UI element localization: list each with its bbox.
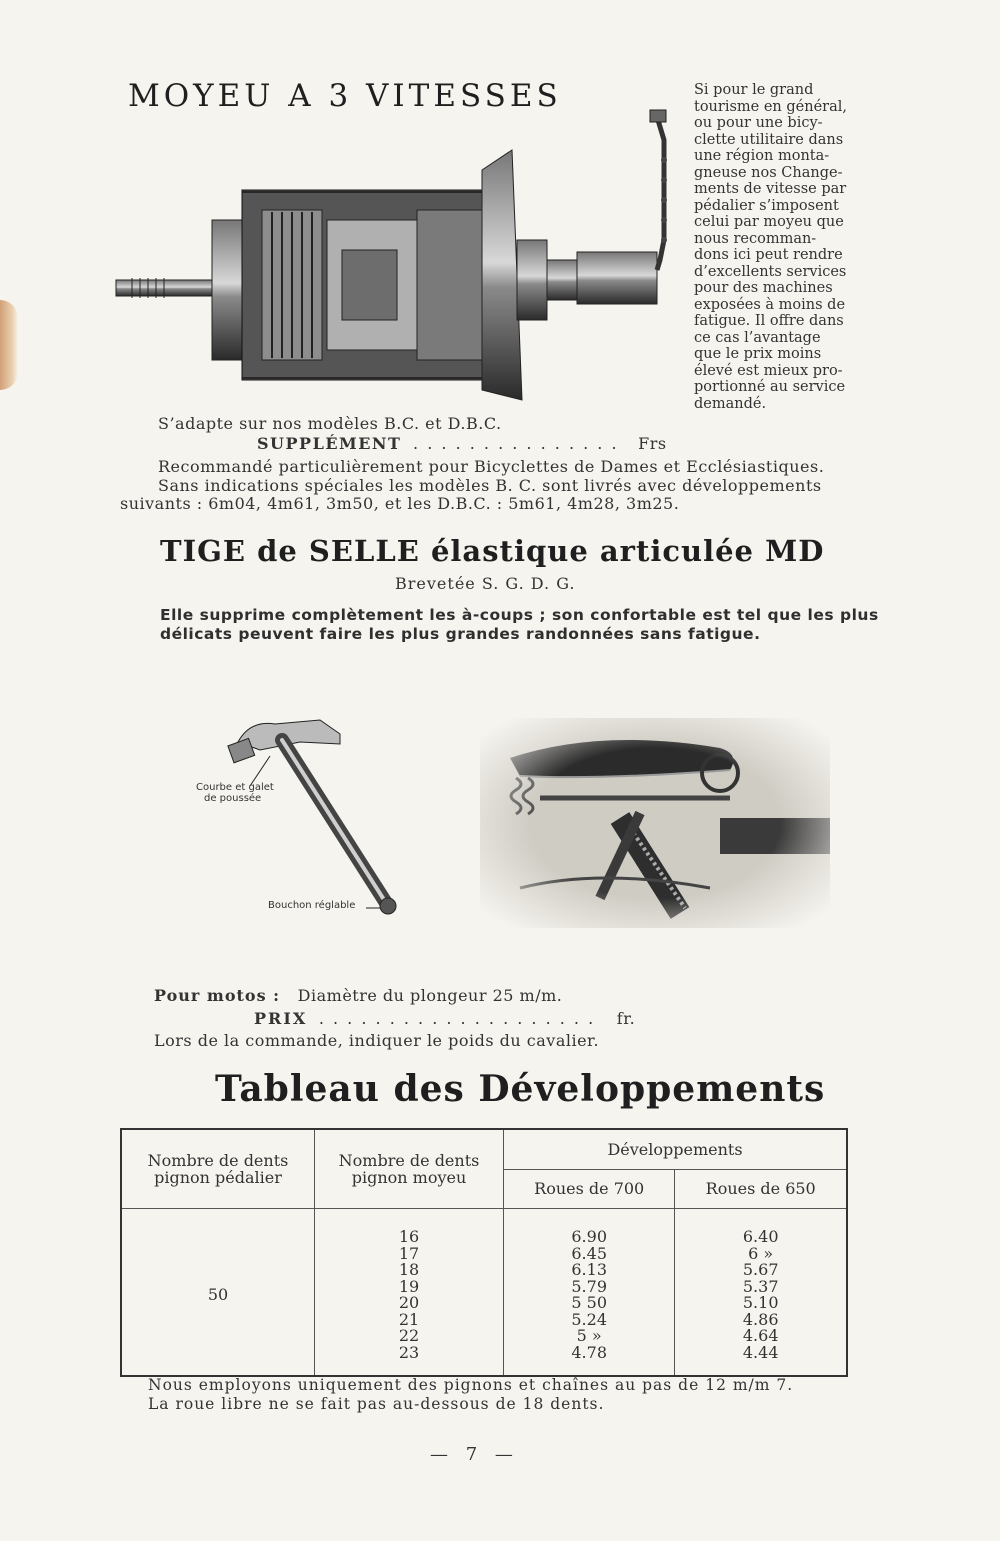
moyeu-value: 19: [398, 1276, 420, 1296]
desc-line: Elle supprime complètement les à-coups ; son confortable est tel que les plus: [160, 606, 879, 624]
side-line: celui par moyeu que: [694, 214, 844, 230]
table-header-row: [121, 1129, 847, 1169]
supplement-label: SUPPLÉMENT: [257, 434, 402, 453]
price-line: [254, 1009, 635, 1028]
motos-text: Diamètre du plongeur 25 m/m.: [297, 986, 563, 1005]
hub-dev-line1: Sans indications spéciales les modèles B. C. sont livrés avec développements: [158, 476, 822, 495]
seatpost-patent: Brevetée S. G. D. G.: [395, 574, 576, 593]
side-line: ments de vitesse par: [694, 181, 847, 197]
price-label: PRIX: [254, 1009, 308, 1028]
side-line: clette utilitaire dans: [694, 131, 844, 148]
side-line: gneuse nos Change-: [694, 164, 843, 181]
moyeu-value: 20: [398, 1293, 420, 1312]
side-line: une région monta-: [694, 148, 830, 164]
side-line: Si pour le grand: [694, 82, 814, 98]
roues650-cell: [675, 1209, 847, 1377]
side-line: que le prix moins: [694, 346, 822, 362]
moyeu-value: 18: [398, 1260, 420, 1279]
table-title: Tableau des Développements: [215, 1068, 826, 1110]
hub-side-text: [694, 82, 860, 412]
roues700-value: 6.90: [571, 1227, 607, 1246]
col-700-header: Roues de 700: [504, 1169, 675, 1209]
caption-cam-line: de poussée: [204, 793, 262, 804]
side-line: tourisme en général,: [694, 98, 847, 115]
footer-note: La roue libre ne se fait pas au-dessous de 18 dents.: [148, 1395, 605, 1413]
col-650-header: Roues de 650: [675, 1169, 847, 1209]
moyeu-value: 17: [398, 1243, 420, 1263]
moyeu-value: 22: [398, 1326, 420, 1345]
page-number: — 7 —: [430, 1444, 519, 1465]
moyeu-value: 21: [398, 1309, 420, 1329]
roues700-value: 4.78: [571, 1342, 607, 1362]
side-line: nous recomman-: [694, 230, 817, 247]
roues700-value: 6.45: [571, 1243, 607, 1263]
motos-label: Pour motos :: [154, 986, 281, 1005]
seatpost-title: TIGE de SELLE élastique articulée MD: [160, 534, 825, 568]
col-pedalier-header: Nombre de dents pignon pédalier: [121, 1129, 315, 1209]
roues650-value: 5.10: [742, 1293, 779, 1312]
page-edge-stain: [0, 300, 18, 390]
order-note: Lors de la commande, indiquer le poids du cavalier.: [154, 1031, 600, 1050]
footer-note: Nous employons uniquement des pignons et chaînes au pas de 12 m/m 7.: [148, 1376, 794, 1394]
roues700-value: 5 »: [576, 1326, 602, 1345]
table-row: [121, 1209, 847, 1377]
caption-cam-line: Courbe et galet: [196, 782, 274, 793]
seatpost-description: [160, 606, 879, 644]
side-line: portionné au service: [694, 379, 846, 395]
desc-line: délicats peuvent faire les plus grandes randonnées sans fatigue.: [160, 625, 761, 643]
moyeu-value: 16: [398, 1227, 420, 1246]
hub-supplement: [257, 434, 667, 453]
side-line: ce cas l’avantage: [694, 329, 821, 346]
development-table: [120, 1128, 848, 1377]
side-line: demandé.: [694, 395, 767, 412]
side-line: pour des machines: [694, 280, 833, 296]
roues650-value: 6.40: [742, 1227, 779, 1246]
supplement-dots: . . . . . . . . . . . . . . .: [413, 434, 619, 453]
side-line: élevé est mieux pro-: [694, 362, 843, 379]
roues700-value: 6.13: [571, 1260, 607, 1279]
price-dots: . . . . . . . . . . . . . . . . . . . .: [318, 1009, 596, 1028]
motos-line: [154, 986, 562, 1005]
footer-notes: [148, 1376, 793, 1414]
group-developpements-header: Développements: [504, 1129, 848, 1169]
seatpost-diagram: [190, 690, 430, 930]
supplement-unit: Frs: [638, 434, 667, 453]
roues650-value: 5.67: [742, 1260, 779, 1279]
caption-cam: [196, 782, 274, 804]
col-moyeu-header: Nombre de dents pignon moyeu: [315, 1129, 504, 1209]
caption-plug: Bouchon réglable: [268, 900, 356, 911]
moyeu-value: 23: [398, 1342, 420, 1362]
roues700-cell: [504, 1209, 675, 1377]
side-line: pédalier s’imposent: [694, 197, 839, 214]
roues650-value: 5.37: [742, 1276, 779, 1296]
side-line: fatigue. Il offre dans: [694, 313, 844, 329]
hub-recommend: Recommandé particulièrement pour Bicyclettes de Dames et Ecclésiastiques.: [158, 457, 825, 476]
side-line: d’excellents services: [694, 263, 847, 280]
side-line: dons ici peut rendre: [694, 247, 843, 263]
pedalier-cell: 50: [121, 1209, 315, 1377]
hub-dev-line2: suivants : 6m04, 4m61, 3m50, et les D.B.C. : 5m61, 4m28, 3m25.: [120, 494, 680, 513]
hub-illustration: [112, 100, 692, 420]
roues700-value: 5.79: [571, 1276, 607, 1296]
side-line: ou pour une bicy-: [694, 115, 823, 131]
hub-title: MOYEU A 3 VITESSES: [128, 78, 562, 114]
saddle-photo: [480, 718, 830, 928]
roues650-value: 4.64: [742, 1326, 779, 1345]
hub-adapt: S’adapte sur nos modèles B.C. et D.B.C.: [158, 414, 502, 433]
roues650-value: 6 »: [748, 1243, 774, 1263]
roues650-value: 4.44: [742, 1342, 779, 1362]
moyeu-cell: [315, 1209, 504, 1377]
roues650-value: 4.86: [742, 1309, 779, 1329]
side-line: exposées à moins de: [694, 296, 846, 313]
roues700-value: 5.24: [571, 1309, 607, 1329]
price-unit: fr.: [616, 1009, 636, 1028]
roues700-value: 5 50: [571, 1293, 607, 1312]
